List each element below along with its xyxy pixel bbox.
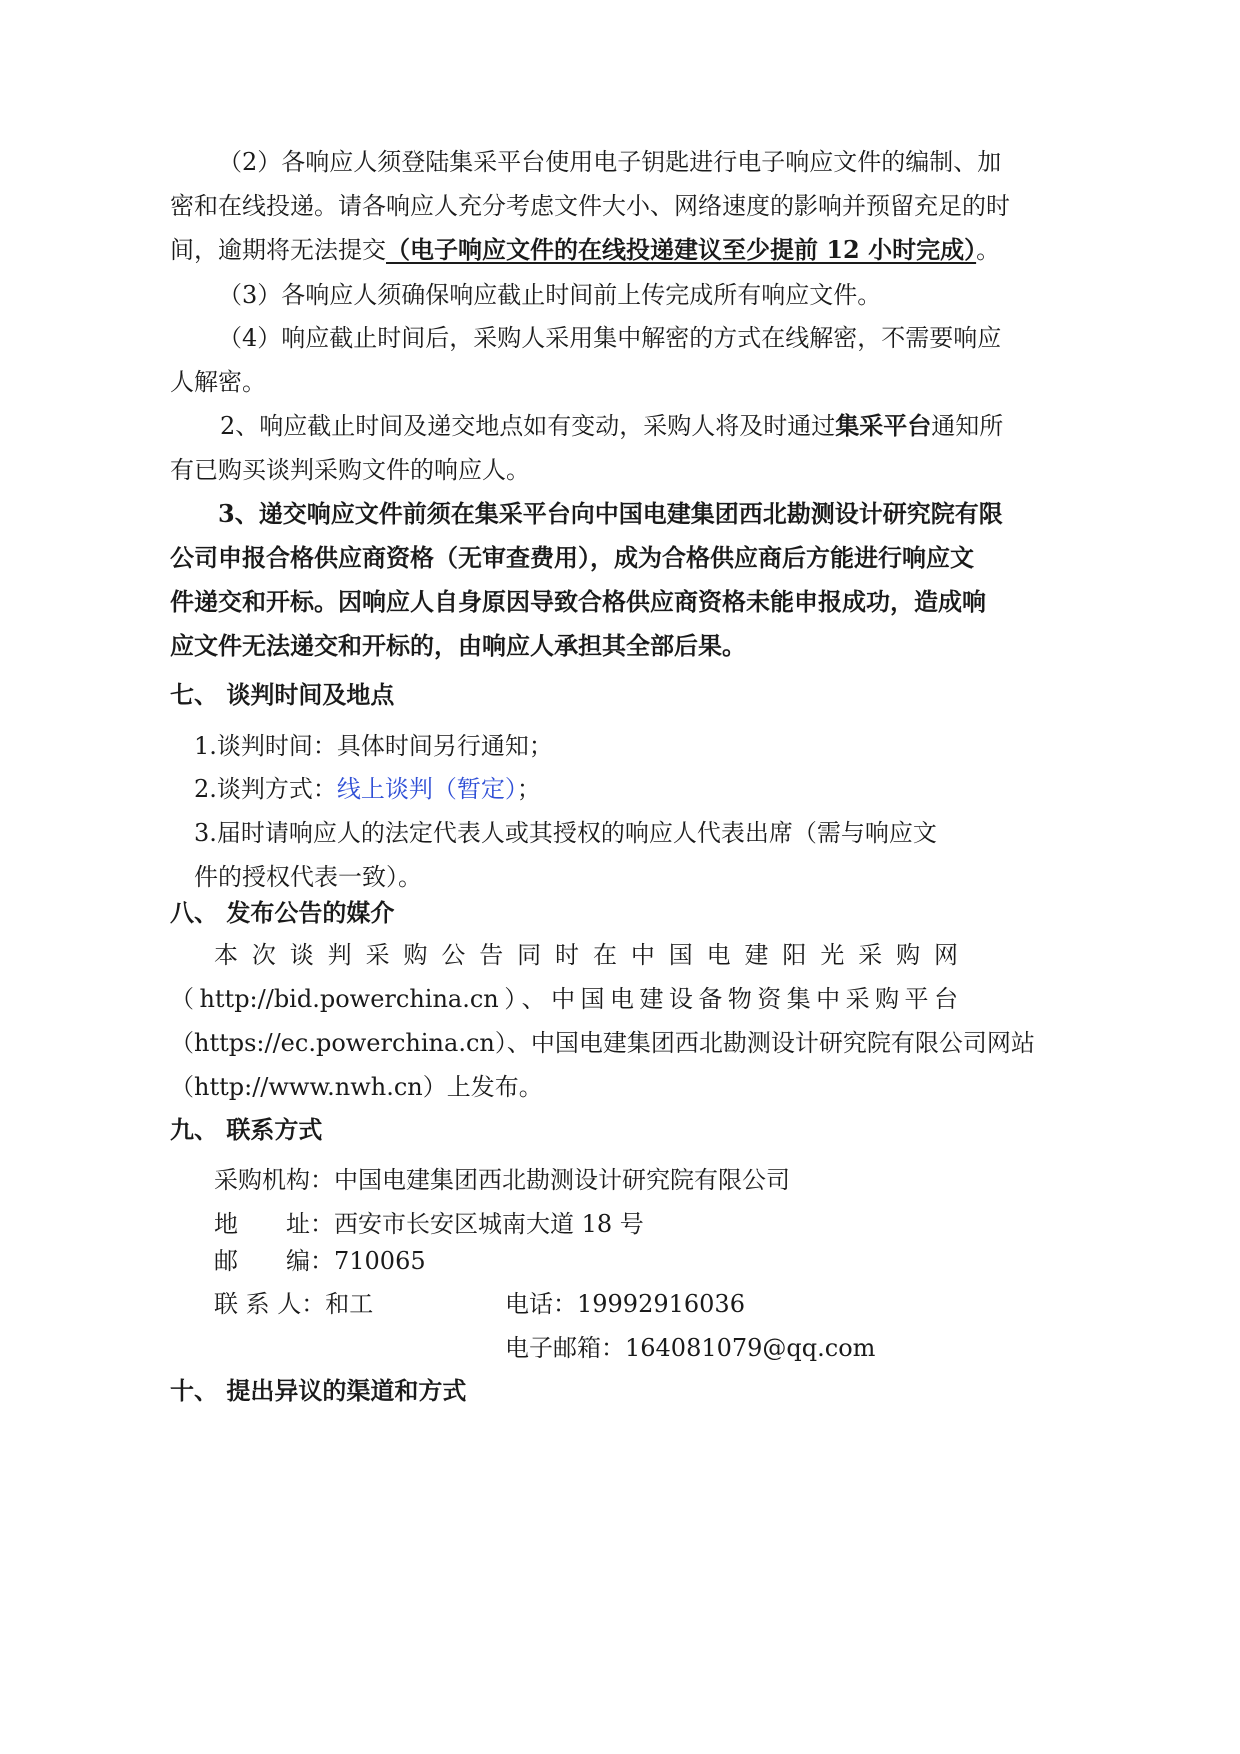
section8-line4: （http://www.nwh.cn）上发布。	[170, 1073, 543, 1101]
phone-value: 19992916036	[577, 1290, 745, 1318]
address-label: 地 址：	[214, 1210, 334, 1238]
section7-item3-line1: 3.届时请响应人的法定代表人或其授权的响应人代表出席（需与响应文	[194, 819, 937, 847]
phone-row	[505, 1284, 745, 1319]
address-row	[214, 1204, 644, 1239]
section8-line3: （https://ec.powerchina.cn）、中国电建集团西北勘测设计研究院有限公司网站	[170, 1029, 1035, 1057]
section7-item3-line2: 件的授权代表一致）。	[194, 863, 422, 891]
zip-row	[214, 1241, 426, 1276]
section7-title: 七、 谈判时间及地点	[170, 681, 395, 709]
section7-item1: 1.谈判时间：具体时间另行通知；	[194, 732, 553, 760]
contact-value: 和工	[325, 1290, 374, 1318]
section8-line1: 本次谈判采购公告同时在中国电建阳光采购网	[214, 941, 958, 969]
contact-label: 联 系 人：	[214, 1290, 326, 1318]
section7-item2-label: 2.谈判方式：	[194, 775, 337, 803]
email-label: 电子邮箱：	[505, 1334, 625, 1362]
para-c-line1: （4）响应截止时间后，采购人采用集中解密的方式在线解密，不需要响应	[218, 324, 1002, 352]
para-e-line2: 公司申报合格供应商资格（无审查费用），成为合格供应商后方能进行响应文	[170, 543, 974, 572]
email-value[interactable]: 164081079@qq.com	[625, 1334, 876, 1362]
para-e-line1: 3、递交响应文件前须在集采平台向中国电建集团西北勘测设计研究院有限	[218, 499, 1003, 528]
para-e-line3: 件递交和开标。因响应人自身原因导致合格供应商资格未能申报成功，造成响	[170, 587, 986, 616]
email-row	[505, 1328, 875, 1363]
org-value: 中国电建集团西北勘测设计研究院有限公司	[334, 1166, 790, 1194]
address-value: 西安市长安区城南大道 18 号	[334, 1210, 644, 1238]
para-a-line2: 密和在线投递。请各响应人充分考虑文件大小、网络速度的影响并预留充足的时	[170, 192, 1010, 220]
para-d-line2: 有已购买谈判采购文件的响应人。	[170, 456, 530, 484]
para-d-line1-end: 通知所	[931, 412, 1004, 440]
section7-item2-end: ；	[516, 775, 541, 803]
para-a-line3	[170, 230, 1000, 265]
contact-row	[214, 1284, 373, 1319]
para-d-line1-text: 2、响应截止时间及递交地点如有变动，采购人将及时通过	[220, 412, 836, 440]
org-label: 采购机构：	[214, 1166, 334, 1194]
zip-label: 邮 编：	[214, 1247, 334, 1275]
zip-value: 710065	[334, 1247, 426, 1275]
para-a-line1: （2）各响应人须登陆集采平台使用电子钥匙进行电子响应文件的编制、加	[218, 148, 1002, 176]
negotiation-mode: 线上谈判（暂定）	[336, 775, 517, 803]
online-delivery-advice: （电子响应文件的在线投递建议至少提前 12 小时完成）	[386, 235, 977, 264]
para-a-line3-text: 间，逾期将无法提交	[170, 236, 386, 264]
section9-title: 九、 联系方式	[170, 1116, 323, 1144]
para-b: （3）各响应人须确保响应截止时间前上传完成所有响应文件。	[218, 281, 882, 309]
para-d-line1	[220, 406, 1003, 441]
para-c-line2: 人解密。	[170, 368, 266, 396]
platform-name: 集采平台	[835, 411, 932, 440]
section10-title: 十、 提出异议的渠道和方式	[170, 1377, 467, 1405]
section7-item2	[194, 769, 541, 804]
phone-label: 电话：	[505, 1290, 577, 1318]
para-e-line4: 应文件无法递交和开标的，由响应人承担其全部后果。	[170, 631, 746, 660]
section8-title: 八、 发布公告的媒介	[170, 899, 395, 927]
para-a-line3-end: 。	[976, 236, 1001, 264]
section8-line2: （http://bid.powerchina.cn）、中国电建设备物资集中采购平台	[170, 985, 958, 1013]
org-row	[214, 1160, 790, 1195]
